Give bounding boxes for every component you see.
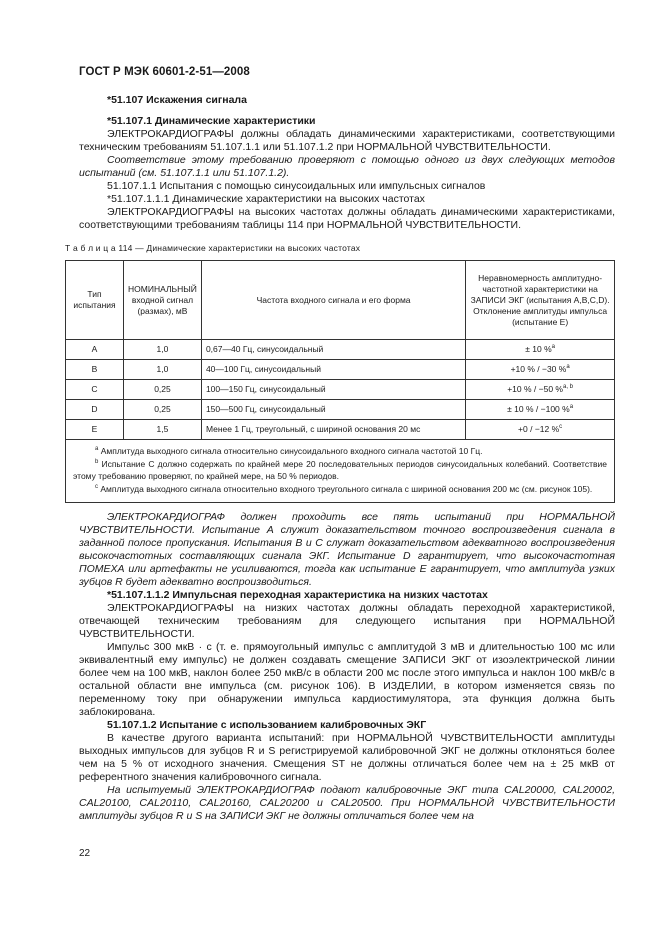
document-header: ГОСТ Р МЭК 60601-2-51—2008	[79, 66, 250, 78]
paragraph: Импульс 300 мкВ · с (т. е. прямоугольный импульс с амплитудой 3 мВ и длительностью 100 мс или эквивалентный ему импульс) не должен создавать смещение ЗАПИСИ ЭКГ от изоэлектрической линии более чем на 100 мкВ, наклон более 250 мкВ/с в области 200 мс после этого импульса и наклон 100 мкВ/с в остальной области вне импульса (см. рисунок 106). В ИЗДЕЛИИ, в котором изменяется связь по переменному току при обнаружении импульса кардиостимулятора, эта функция должна быть заблокирована.	[79, 641, 615, 718]
table-row	[66, 340, 615, 360]
page-number: 22	[79, 848, 91, 859]
table-row	[66, 380, 615, 400]
cell-type: D	[66, 400, 124, 420]
cell-deviation: ± 10 % / −100 %$^a$	[466, 400, 615, 420]
cell-frequency: 150—500 Гц, синусоидальный	[201, 400, 465, 420]
footnote-ref: a	[551, 344, 555, 351]
cell-deviation: +10 % / −30 %$^a$	[466, 360, 615, 380]
table-caption: Т а б л и ц а 114 — Динамические характеристики на высоких частотах	[65, 243, 361, 253]
footnote-ref: a, b	[562, 384, 573, 391]
cell-type: C	[66, 380, 124, 400]
table-note: $^c$ Амплитуда выходного сигнала относительно входного треугольного сигнала с шириной основания 200 мс (см. рисунок 105).	[95, 484, 593, 494]
paragraph: ЭЛЕКТРОКАРДИОГРАФЫ на высоких частотах должны обладать динамическими характеристиками, соответствующими требованиям таблицы 114 при НОРМАЛЬНОЙ ЧУВСТВИТЕЛЬНОСТИ.	[79, 206, 615, 231]
cell-type: A	[66, 340, 124, 360]
cell-signal: 1,0	[123, 360, 201, 380]
page-content	[65, 94, 615, 823]
paragraph: ЭЛЕКТРОКАРДИОГРАФЫ должны обладать динамическими характеристиками, соответствующими техническим требованиям 51.107.1.1 или 51.107.1.2 при НОРМАЛЬНОЙ ЧУВСТВИТЕЛЬНОСТИ.	[79, 128, 615, 153]
cell-type: B	[66, 360, 124, 380]
cell-type: E	[66, 420, 124, 440]
header-cell: Неравномерность амплитудно-частотной характеристики на ЗАПИСИ ЭКГ (испытания A,B,C,D). Отклонение амплитуды импульса (испытание E)	[466, 261, 615, 340]
table-row	[66, 360, 615, 380]
footnote-ref: a	[566, 364, 570, 371]
subsection-title: *51.107.1.1.2 Импульсная переходная характеристика на низких частотах	[107, 589, 488, 601]
table-header-row	[66, 261, 615, 340]
subsection-title: *51.107.1 Динамические характеристики	[107, 115, 316, 127]
table-row	[66, 400, 615, 420]
cell-signal: 1,0	[123, 340, 201, 360]
header-cell: Тип испытания	[66, 261, 124, 340]
header-cell: Частота входного сигнала и его форма	[201, 261, 465, 340]
cell-frequency: 100—150 Гц, синусоидальный	[201, 380, 465, 400]
paragraph: В качестве другого варианта испытаний: при НОРМАЛЬНОЙ ЧУВСТВИТЕЛЬНОСТИ амплитуды выходных импульсов для зубцов R и S регистрируемой калибровочной ЭКГ не должны отклоняться более чем на 5 % от исходного значения. Смещения ST не должны отличаться более чем на ± 25 мкВ от референтного значения калибровочного сигнала.	[79, 732, 615, 783]
footnote-ref: a	[569, 404, 574, 411]
paragraph: ЭЛЕКТРОКАРДИОГРАФЫ на низких частотах должны обладать переходной характеристикой, отвечающей техническим требованиям для следующего испытания при НОРМАЛЬНОЙ ЧУВСТВИТЕЛЬНОСТИ.	[79, 602, 615, 640]
subsection-title: 51.107.1.2 Испытание с использованием калибровочных ЭКГ	[107, 719, 427, 731]
paragraph: ЭЛЕКТРОКАРДИОГРАФ должен проходить все пять испытаний при НОРМАЛЬНОЙ ЧУВСТВИТЕЛЬНОСТИ. Испытание А служит доказательством точного воспроизведения сигнала в заданной полосе пропускания. Испытания В и С служат доказательством адекватного воспроизведения высокочастотных составляющих сигнала ЭКГ. Испытание D гарантирует, что высокочастотная ПОМЕХА или артефакты не усиливаются, тогда как испытание Е гарантирует, что амплитуда узких зубцов R будет адекватно воспроизводиться.	[79, 511, 615, 588]
cell-frequency: 0,67—40 Гц, синусоидальный	[201, 340, 465, 360]
cell-signal: 1,5	[123, 420, 201, 440]
subsection-heading: *51.107.1.1.1 Динамические характеристики на высоких частотах	[107, 193, 425, 205]
table-note: $^a$ Амплитуда выходного сигнала относительно синусоидального входного сигнала частотой 10 Гц.	[95, 446, 483, 456]
cell-signal: 0,25	[123, 400, 201, 420]
table-notes-row	[66, 440, 615, 503]
paragraph: На испытуемый ЭЛЕКТРОКАРДИОГРАФ подают калибровочные ЭКГ типа CAL20000, CAL20002, CAL20100, CAL20110, CAL20160, CAL20200 и CAL20500. При НОРМАЛЬНОЙ ЧУВСТВИТЕЛЬНОСТИ амплитуды зубцов R и S на ЗАПИСИ ЭКГ не должны отличаться более чем на	[79, 784, 615, 822]
cell-frequency: Менее 1 Гц, треугольный, с шириной основания 20 мс	[201, 420, 465, 440]
subsection-heading: 51.107.1.1 Испытания с помощью синусоидальных или импульсных сигналов	[107, 180, 486, 192]
cell-deviation: +0 / −12 %$^c$	[466, 420, 615, 440]
table-notes	[66, 440, 615, 503]
cell-deviation: +10 % / −50 %$^{a, b}$	[466, 380, 615, 400]
cell-frequency: 40—100 Гц, синусоидальный	[201, 360, 465, 380]
section-title: *51.107 Искажения сигнала	[107, 94, 247, 106]
header-cell: НОМИНАЛЬНЫЙ входной сигнал (размах), мВ	[123, 261, 201, 340]
cell-signal: 0,25	[123, 380, 201, 400]
table-note: $^b$ Испытание C должно содержать по крайней мере 20 последовательных периодов синусоидальных колебаний. Соответствие этому требованию проверяют, по крайней мере, на 50 % периодов.	[73, 459, 607, 481]
footnote-ref: c	[559, 424, 563, 431]
table-114	[65, 260, 615, 503]
cell-deviation: ± 10 %$^a$	[466, 340, 615, 360]
compliance-paragraph: Соответствие этому требованию проверяют с помощью одного из двух следующих методов испытаний (см. 51.107.1.1 или 51.107.1.2).	[79, 154, 615, 179]
table-row	[66, 420, 615, 440]
